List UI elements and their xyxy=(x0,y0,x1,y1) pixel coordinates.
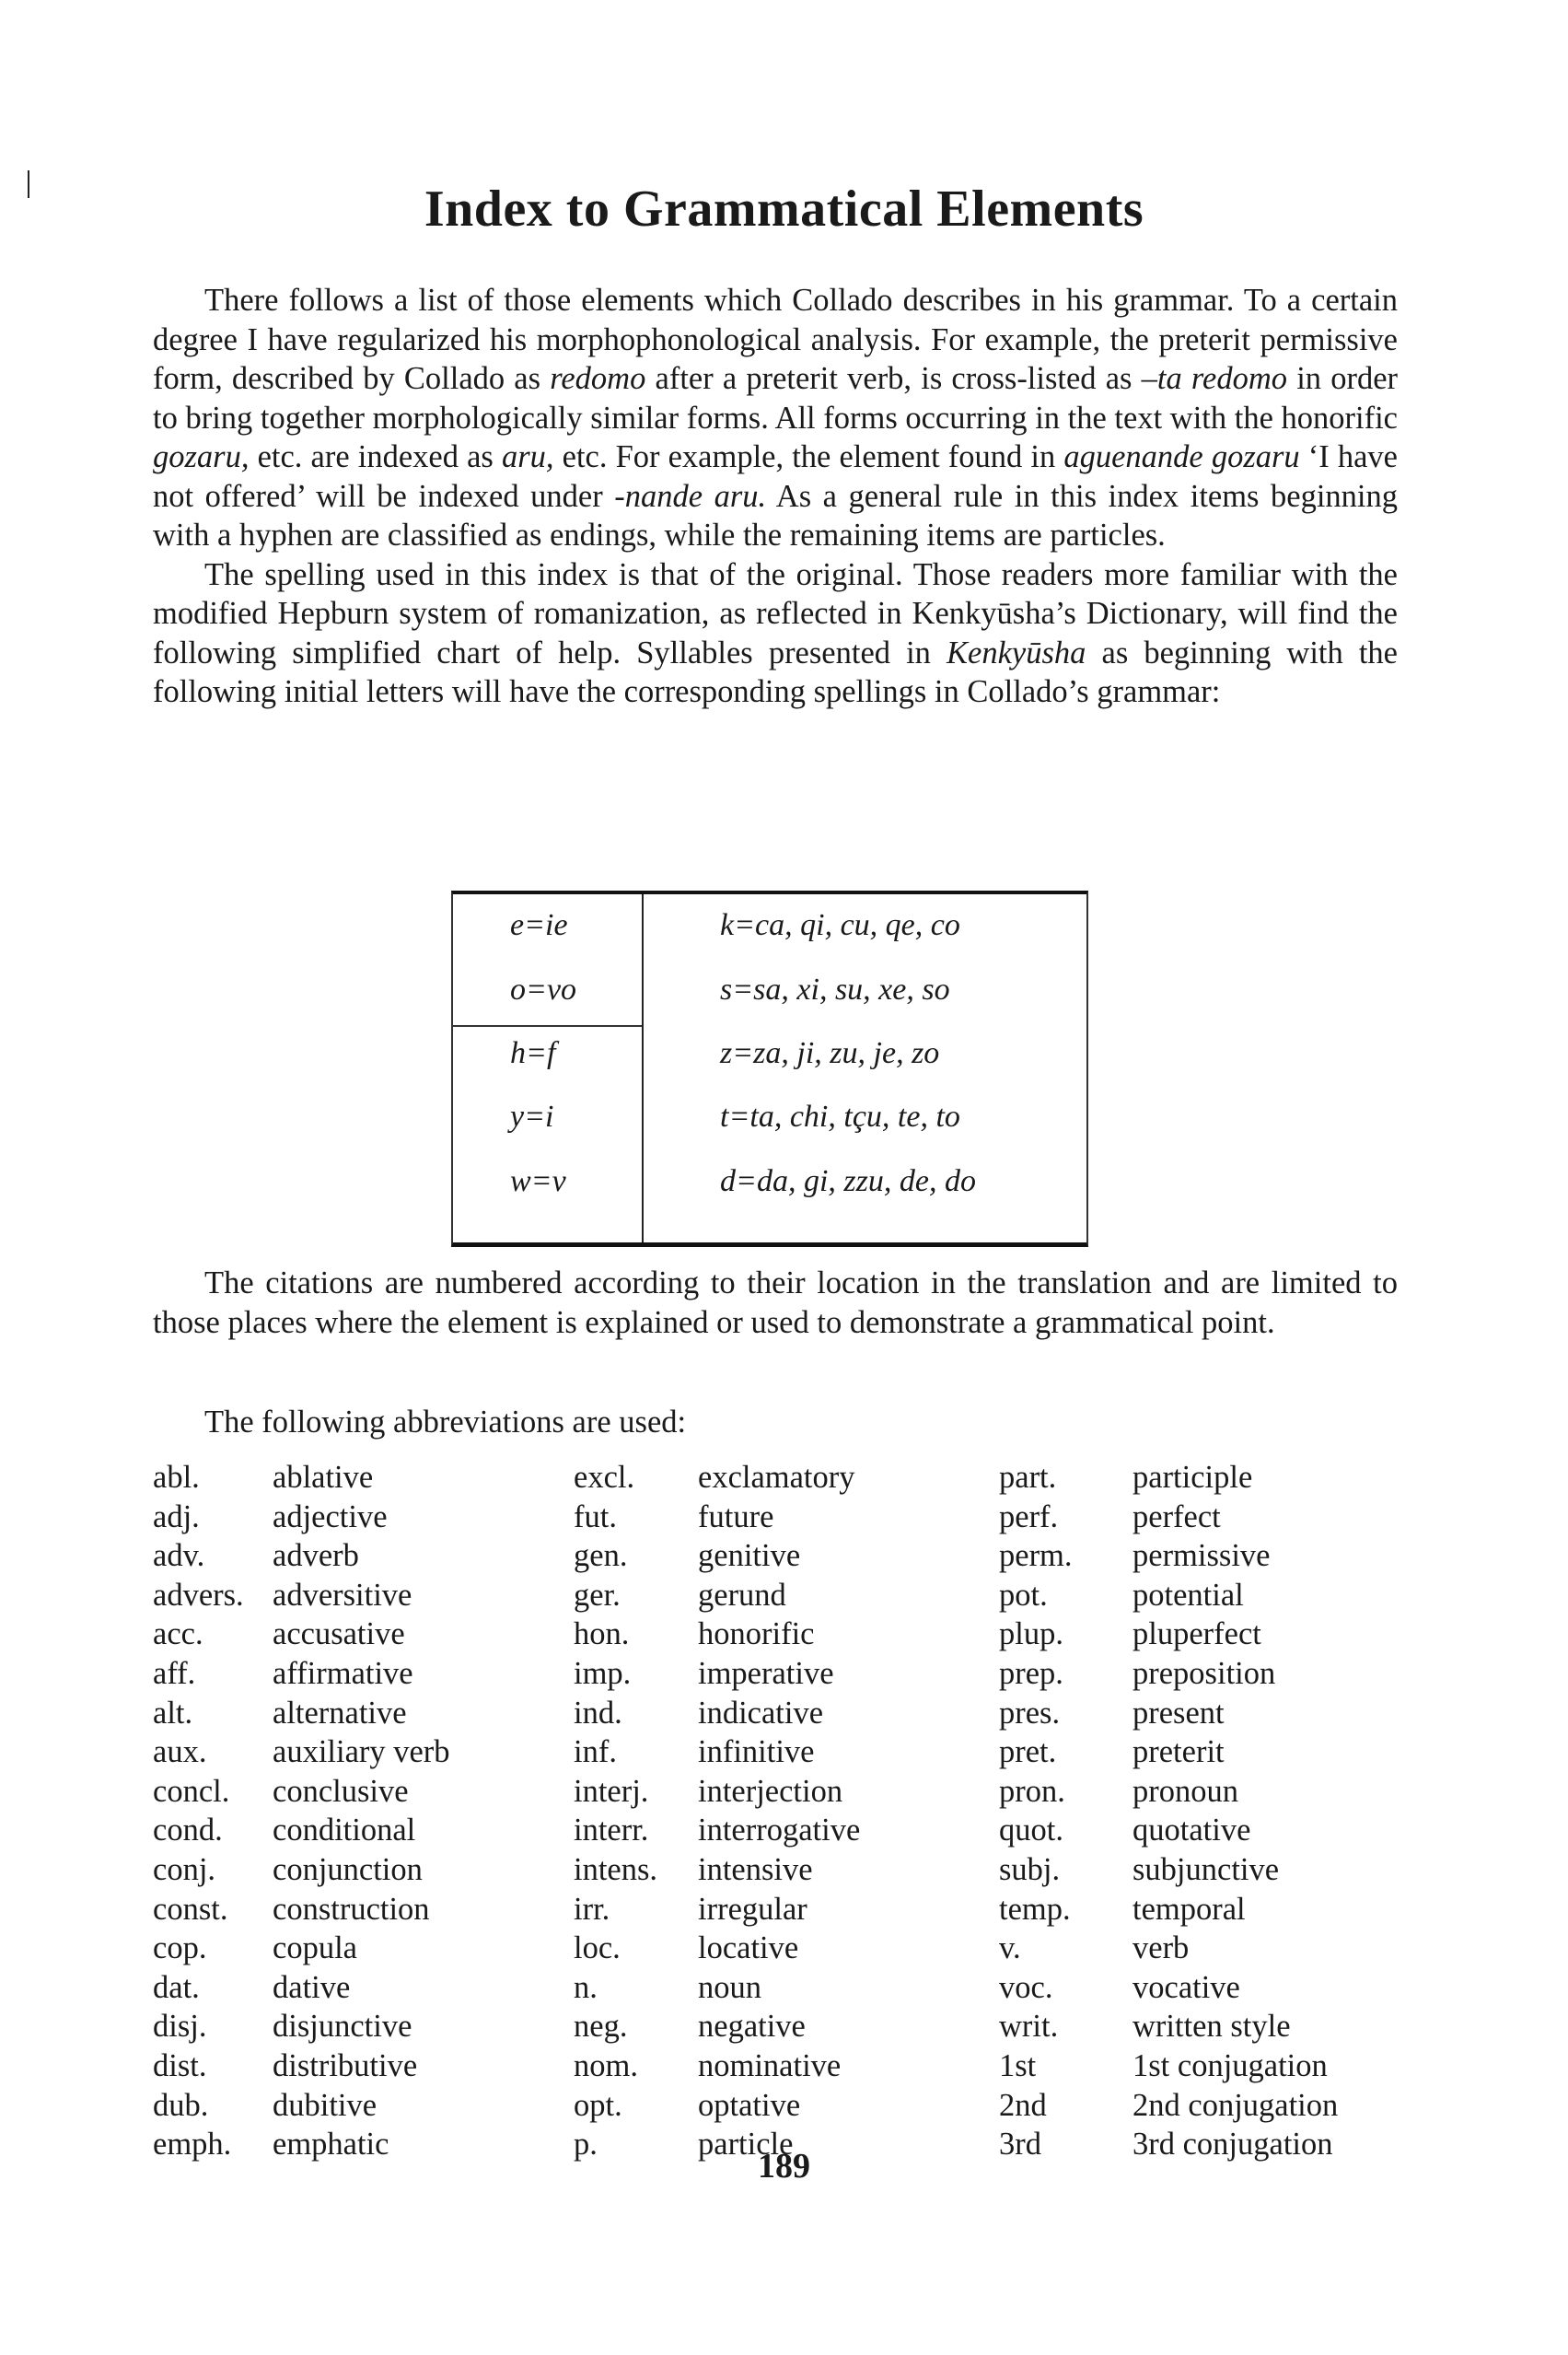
abbreviation-row xyxy=(153,1774,540,1813)
abbreviation: dub. xyxy=(153,2087,209,2123)
abbreviation-meaning: pluperfect xyxy=(1132,1616,1261,1652)
abbreviation-row xyxy=(153,1813,540,1852)
abbreviation-row xyxy=(999,1813,1404,1852)
abbreviation: voc. xyxy=(999,1969,1053,2005)
abbreviation-meaning: dative xyxy=(273,1969,351,2005)
abbreviation: pron. xyxy=(999,1773,1065,1809)
citations-text xyxy=(153,1264,1398,1342)
abbreviation: 3rd xyxy=(999,2127,1041,2163)
abbreviation-meaning: particle xyxy=(698,2127,794,2163)
intro-text xyxy=(153,281,1398,712)
abbreviation-row xyxy=(574,1578,970,1617)
chart-right-cell: z=za, ji, zu, je, zo xyxy=(720,1036,940,1070)
abbreviation-row xyxy=(574,1460,970,1499)
abbreviations-intro: The following abbreviations are used: xyxy=(204,1405,687,1440)
abbreviation: fut. xyxy=(574,1498,617,1534)
abbreviation-meaning: present xyxy=(1132,1695,1225,1731)
text-run: The spelling used in this index is that of the original. Those readers more familiar with the modified Hepburn system of romanization, as reflected in Kenkyūsha’s Dictionary, will find the following simplified chart of help. Syllables presented in xyxy=(153,556,1398,670)
abbreviation: subj. xyxy=(999,1851,1061,1887)
abbreviation: nom. xyxy=(574,2047,638,2083)
abbreviation: writ. xyxy=(999,2009,1059,2045)
abbreviation: prep. xyxy=(999,1655,1063,1691)
italic-term: –ta redomo xyxy=(1141,361,1288,396)
romanization-chart xyxy=(451,891,1088,1247)
abbreviation-row xyxy=(574,2009,970,2048)
abbreviation: gen. xyxy=(574,1538,628,1574)
abbreviation-meaning: permissive xyxy=(1132,1538,1271,1574)
page-title: Index to Grammatical Elements xyxy=(424,181,1144,238)
abbreviation: perm. xyxy=(999,1538,1073,1574)
abbreviation-meaning: potential xyxy=(1132,1577,1244,1613)
abbreviation-meaning: verb xyxy=(1132,1930,1190,1966)
abbreviation-row xyxy=(999,1852,1404,1892)
abbreviation-meaning: intensive xyxy=(698,1851,813,1887)
chart-row-divider xyxy=(453,1025,642,1027)
abbreviation: cond. xyxy=(153,1813,223,1848)
abbreviation-meaning: genitive xyxy=(698,1538,801,1574)
abbreviation-meaning: interjection xyxy=(698,1773,843,1809)
abbreviation: pres. xyxy=(999,1695,1061,1731)
abbreviation: adj. xyxy=(153,1498,200,1534)
abbreviation: opt. xyxy=(574,2087,622,2123)
abbreviation-row xyxy=(999,1499,1404,1539)
abbreviation-meaning: conclusive xyxy=(273,1773,409,1809)
abbreviation-meaning: conjunction xyxy=(273,1851,423,1887)
abbreviation-row xyxy=(153,1616,540,1656)
abbreviation: adv. xyxy=(153,1538,205,1574)
abbreviation-row xyxy=(574,1892,970,1931)
abbreviation: pret. xyxy=(999,1734,1057,1770)
abbreviation-meaning: quotative xyxy=(1132,1813,1251,1848)
abbreviation-meaning: written style xyxy=(1132,2009,1291,2045)
italic-term: -nande aru. xyxy=(614,478,767,514)
abbreviation-row xyxy=(574,2048,970,2088)
abbreviation-row xyxy=(999,1892,1404,1931)
abbreviation-meaning: adverb xyxy=(273,1538,359,1574)
abbreviation-row xyxy=(574,1774,970,1813)
abbreviation: pot. xyxy=(999,1577,1048,1613)
abbreviation-meaning: alternative xyxy=(273,1695,407,1731)
abbreviation-row xyxy=(153,1499,540,1539)
abbreviation-meaning: indicative xyxy=(698,1695,824,1731)
text-run: in order to bring together morphologically similar forms. All forms occurring in the text with the honorific xyxy=(153,361,1398,436)
abbreviation-row xyxy=(999,1970,1404,2010)
abbreviation-meaning: noun xyxy=(698,1969,761,2005)
abbreviation-row xyxy=(574,1696,970,1735)
abbreviation: 2nd xyxy=(999,2087,1047,2123)
abbreviation-row xyxy=(153,1852,540,1892)
chart-right-cell: d=da, gi, zzu, de, do xyxy=(720,1164,976,1198)
abbreviations-column-1 xyxy=(153,1460,540,2166)
abbreviation-row xyxy=(153,1734,540,1774)
abbreviation: temp. xyxy=(999,1891,1071,1927)
abbreviation-meaning: auxiliary verb xyxy=(273,1734,450,1770)
abbreviation: interr. xyxy=(574,1813,649,1848)
abbreviation-row xyxy=(153,2009,540,2048)
abbreviation: quot. xyxy=(999,1813,1063,1848)
text-run: after a preterit verb, is cross-listed as xyxy=(645,361,1142,396)
abbreviation: alt. xyxy=(153,1695,193,1731)
abbreviation-meaning: subjunctive xyxy=(1132,1851,1280,1887)
text-run: as beginning with the following initial letters will have the corresponding spellings in Collado’s grammar: xyxy=(153,635,1398,709)
abbreviation-meaning: adversitive xyxy=(273,1577,412,1613)
abbreviation-meaning: disjunctive xyxy=(273,2009,412,2045)
abbreviation: v. xyxy=(999,1930,1021,1966)
abbreviation-row xyxy=(999,1930,1404,1970)
abbreviation-meaning: irregular xyxy=(698,1891,807,1927)
chart-left-cell: w=v xyxy=(510,1164,566,1198)
abbreviation-meaning: optative xyxy=(698,2087,801,2123)
abbreviation-row xyxy=(999,1734,1404,1774)
abbreviation-row xyxy=(574,1499,970,1539)
abbreviation-meaning: negative xyxy=(698,2009,806,2045)
abbreviation-row xyxy=(574,1616,970,1656)
abbreviation: abl. xyxy=(153,1460,200,1495)
abbreviation: neg. xyxy=(574,2009,628,2045)
chart-left-cell: h=f xyxy=(510,1036,556,1070)
abbreviation: perf. xyxy=(999,1498,1059,1534)
abbreviation-meaning: adjective xyxy=(273,1498,388,1534)
abbreviation-meaning: 1st conjugation xyxy=(1132,2047,1328,2083)
abbreviation-meaning: preterit xyxy=(1132,1734,1225,1770)
abbreviation: hon. xyxy=(574,1616,630,1652)
abbreviation-meaning: pronoun xyxy=(1132,1773,1238,1809)
chart-right-cell: k=ca, qi, cu, qe, co xyxy=(720,908,960,942)
abbreviation: conj. xyxy=(153,1851,216,1887)
abbreviation-meaning: interrogative xyxy=(698,1813,861,1848)
abbreviation-meaning: construction xyxy=(273,1891,430,1927)
abbreviation: plup. xyxy=(999,1616,1063,1652)
abbreviations-column-3 xyxy=(999,1460,1404,2166)
chart-right-cell: t=ta, chi, tçu, te, to xyxy=(720,1100,960,1134)
abbreviation-meaning: nominative xyxy=(698,2047,842,2083)
abbreviation: dat. xyxy=(153,1969,200,2005)
abbreviation: loc. xyxy=(574,1930,621,1966)
abbreviation-row xyxy=(999,2088,1404,2128)
abbreviation-meaning: conditional xyxy=(273,1813,416,1848)
abbreviation-row xyxy=(574,1813,970,1852)
abbreviation-meaning: gerund xyxy=(698,1577,786,1613)
text-run: There follows a list of those elements which Collado describes in his grammar. To a certain degree I have regularized his morphophonological analysis. For example, the preterit permissive form, described by Collado as xyxy=(153,283,1398,396)
abbreviation: advers. xyxy=(153,1577,244,1613)
text-run: ‘I have not offered’ will be indexed under xyxy=(153,439,1398,514)
abbreviation-row xyxy=(574,1970,970,2010)
abbreviation-meaning: 3rd conjugation xyxy=(1132,2127,1333,2163)
abbreviation-row xyxy=(153,1656,540,1696)
abbreviation-meaning: honorific xyxy=(698,1616,815,1652)
abbreviation: 1st xyxy=(999,2047,1037,2083)
abbreviation: intens. xyxy=(574,1851,658,1887)
abbreviation: irr. xyxy=(574,1891,610,1927)
chart-left-cell: y=i xyxy=(510,1100,554,1134)
italic-term: Kenkyūsha xyxy=(947,635,1086,670)
abbreviation-meaning: ablative xyxy=(273,1460,374,1495)
abbreviation: aff. xyxy=(153,1655,196,1691)
abbreviation-meaning: imperative xyxy=(698,1655,834,1691)
abbreviation-row xyxy=(574,1852,970,1892)
chart-divider xyxy=(642,894,644,1242)
abbreviation-row xyxy=(999,2009,1404,2048)
abbreviation: inf. xyxy=(574,1734,617,1770)
abbreviation: acc. xyxy=(153,1616,203,1652)
abbreviation-meaning: exclamatory xyxy=(698,1460,855,1495)
abbreviation-row xyxy=(153,1696,540,1735)
abbreviation-row xyxy=(999,1460,1404,1499)
abbreviation-row xyxy=(153,1930,540,1970)
abbreviation-row xyxy=(999,1656,1404,1696)
abbreviation-meaning: dubitive xyxy=(273,2087,377,2123)
chart-right-cell: s=sa, xi, su, xe, so xyxy=(720,973,950,1007)
abbreviation-meaning: infinitive xyxy=(698,1734,815,1770)
abbreviation-row xyxy=(153,1538,540,1578)
abbreviation: disj. xyxy=(153,2009,207,2045)
abbreviations-column-2 xyxy=(574,1460,970,2166)
abbreviation-row xyxy=(574,1538,970,1578)
abbreviation: imp. xyxy=(574,1655,632,1691)
abbreviation-meaning: copula xyxy=(273,1930,357,1966)
abbreviation: n. xyxy=(574,1969,598,2005)
abbreviation-row xyxy=(153,1892,540,1931)
abbreviation: ind. xyxy=(574,1695,622,1731)
abbreviation-row xyxy=(574,1734,970,1774)
abbreviation-row xyxy=(153,1578,540,1617)
abbreviation-row xyxy=(999,1538,1404,1578)
abbreviation-row xyxy=(574,1656,970,1696)
abbreviation-meaning: 2nd conjugation xyxy=(1132,2087,1339,2123)
abbreviation-row xyxy=(999,1696,1404,1735)
abbreviation-meaning: emphatic xyxy=(273,2127,389,2163)
text-run: etc. For example, the element found in xyxy=(553,439,1064,474)
italic-term: gozaru, xyxy=(153,439,250,474)
abbreviation: aux. xyxy=(153,1734,207,1770)
abbreviation-meaning: temporal xyxy=(1132,1891,1246,1927)
abbreviation-row xyxy=(574,1930,970,1970)
abbreviation: ger. xyxy=(574,1577,621,1613)
citations-paragraph: The citations are numbered according to their location in the translation and are limited to those places where the element is explained or used to demonstrate a grammatical point. xyxy=(153,1265,1398,1340)
abbreviation-meaning: distributive xyxy=(273,2047,418,2083)
abbreviation: part. xyxy=(999,1460,1057,1495)
text-run: As a general rule in this index items beginning with a hyphen are classified as endings, while the remaining items are particles. xyxy=(153,478,1398,553)
abbreviation: excl. xyxy=(574,1460,635,1495)
chart-left-cell: e=ie xyxy=(510,908,568,942)
abbreviation-row xyxy=(999,1578,1404,1617)
chart-left-cell: o=vo xyxy=(510,973,577,1007)
abbreviation: interj. xyxy=(574,1773,649,1809)
text-run: etc. are indexed as xyxy=(249,439,502,474)
abbreviation: emph. xyxy=(153,2127,232,2163)
abbreviation-row xyxy=(574,2088,970,2128)
abbreviation-meaning: preposition xyxy=(1132,1655,1276,1691)
italic-term: redomo xyxy=(550,361,646,396)
intro-paragraph-1 xyxy=(153,281,1398,555)
abbreviation-meaning: affirmative xyxy=(273,1655,413,1691)
abbreviation-meaning: accusative xyxy=(273,1616,405,1652)
abbreviation-meaning: future xyxy=(698,1498,774,1534)
abbreviation-row xyxy=(999,2048,1404,2088)
abbreviation-meaning: perfect xyxy=(1132,1498,1221,1534)
abbreviation: concl. xyxy=(153,1773,230,1809)
abbreviation: const. xyxy=(153,1891,228,1927)
italic-term: aguenande gozaru xyxy=(1063,439,1300,474)
abbreviation-row xyxy=(999,1774,1404,1813)
page-number: 189 xyxy=(758,2147,810,2186)
abbreviation-meaning: locative xyxy=(698,1930,799,1966)
intro-paragraph-2 xyxy=(153,555,1398,712)
abbreviation: cop. xyxy=(153,1930,207,1966)
abbreviation: p. xyxy=(574,2127,598,2163)
abbreviation-row xyxy=(153,2088,540,2128)
italic-term: aru, xyxy=(501,439,554,474)
abbreviation: dist. xyxy=(153,2047,207,2083)
abbreviation-row xyxy=(999,1616,1404,1656)
abbreviation-row xyxy=(153,1460,540,1499)
abbreviation-row xyxy=(153,2048,540,2088)
abbreviation-row xyxy=(153,1970,540,2010)
abbreviation-meaning: vocative xyxy=(1132,1969,1240,2005)
abbreviation-meaning: participle xyxy=(1132,1460,1253,1495)
